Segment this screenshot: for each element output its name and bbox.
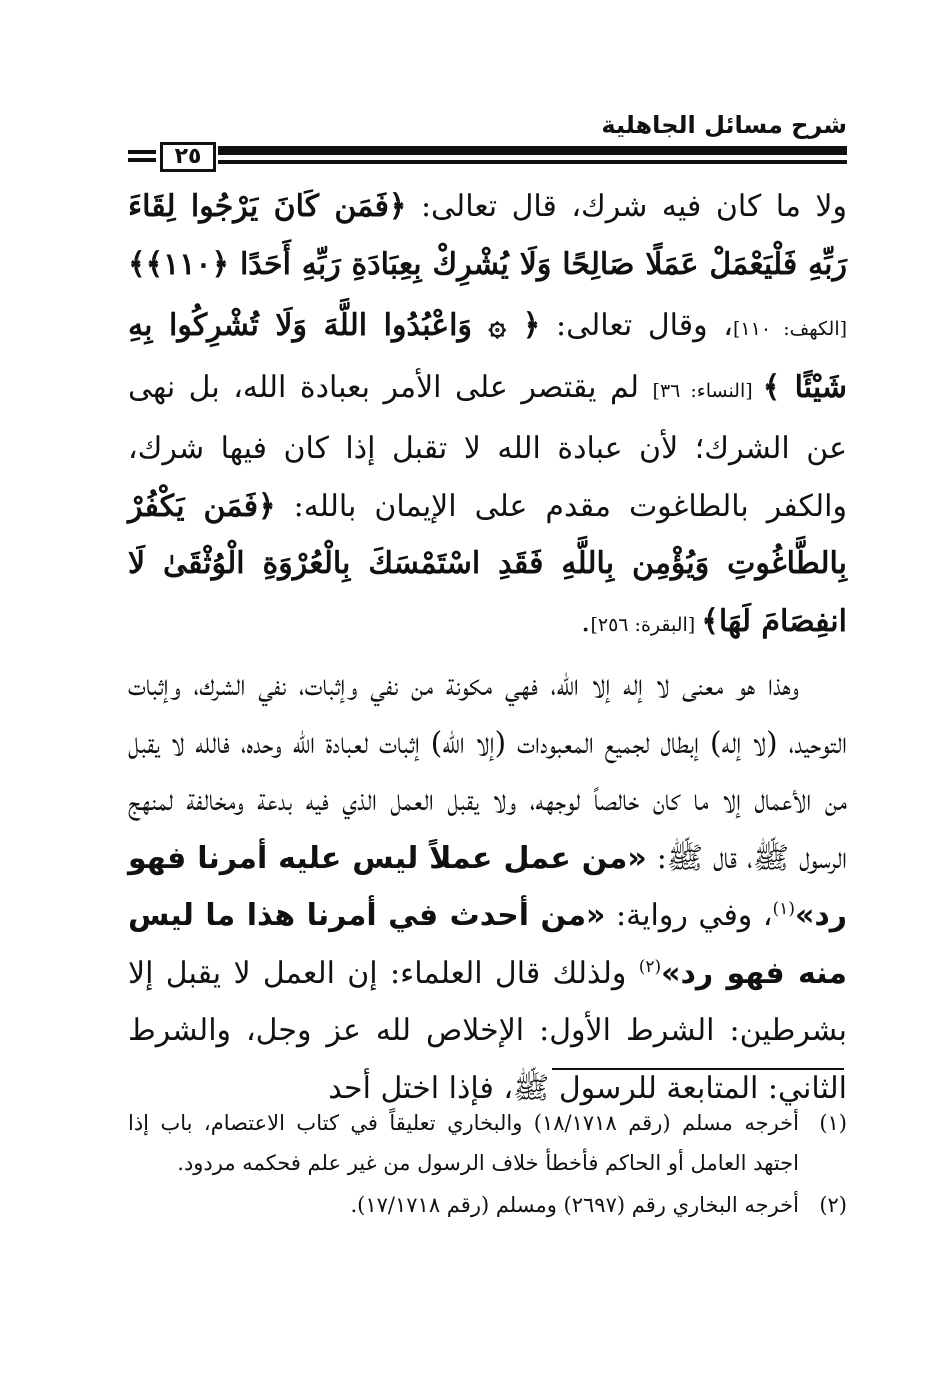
verse-reference: [الكهف: ١١٠] — [732, 318, 848, 340]
footnote-number: (١) — [819, 1111, 847, 1135]
running-title: شرح مسائل الجاهلية — [601, 111, 847, 139]
footnotes — [128, 1103, 847, 1227]
verse-reference: [النساء: ٣٦] — [652, 379, 763, 402]
page-number: ٢٥ — [160, 142, 216, 172]
footnote-text: أخرجه مسلم (رقم ١٨/١٧١٨) والبخاري تعليقاً في كتاب الاعتصام، باب إذا اجتهد العامل أو الحاكم فأخطأ خلاف الرسول من غير علم فحكمه مردود. — [128, 1111, 799, 1175]
footnote-marker-1[interactable]: (١) — [772, 899, 795, 919]
footnote-separator — [552, 1068, 844, 1070]
header-rule — [218, 146, 847, 170]
page-number-ornament — [128, 150, 156, 164]
hadith-quote-1: «من عمل عملاً ليس عليه أمرنا فهو رد» — [128, 840, 847, 933]
verse-reference: [البقرة: ٢٥٦] — [590, 613, 702, 636]
footnote-2 — [128, 1185, 847, 1225]
footnote-marker-2[interactable]: (٢) — [638, 956, 662, 977]
footnote-text: أخرجه البخاري رقم (٢٦٩٧) ومسلم (رقم ١٧/١٧١٨). — [350, 1193, 799, 1217]
quran-verse-kahf: ﴿فَمَن كَانَ يَرْجُوا لِقَاءَ رَبِّهِ فَلْيَعْمَلْ عَمَلًا صَالِحًا وَلَا يُشْرِكْ بِعِبَادَةِ رَبِّهِ أَحَدًا ﴿١١٠﴾﴾ — [128, 189, 847, 282]
footnote-1 — [128, 1103, 847, 1183]
paragraph-1: ولا ما كان فيه شرك، قال تعالى: ﴿فَمَن كَانَ يَرْجُوا لِقَاءَ رَبِّهِ فَلْيَعْمَلْ عَمَلًا صَالِحًا وَلَا يُشْرِكْ بِعِبَادَةِ رَبِّهِ أَحَدًا ﴿١١٠﴾﴾ [الكهف: ١١٠]، وقال تعالى: ﴿ ۞ وَاعْبُدُوا اللَّهَ وَلَا تُشْرِكُوا بِهِ شَيْئًا ﴾ [النساء: ٣٦] لم يقتصر على الأمر بعبادة الله، بل نهى عن الشرك؛ لأن عبادة الله لا تقبل إذا كان فيها شرك، والكفر بالطاغوت مقدم على الإيمان بالله: ﴿فَمَن يَكْفُرْ بِالطَّاغُوتِ وَيُؤْمِن بِاللَّهِ فَقَدِ اسْتَمْسَكَ بِالْعُرْوَةِ الْوُثْقَىٰ لَا انفِصَامَ لَهَا﴾ [البقرة: ٢٥٦]. — [128, 189, 848, 639]
main-text — [128, 178, 847, 1117]
footnote-number: (٢) — [819, 1193, 847, 1217]
quran-verse-baqarah: ﴿فَمَن يَكْفُرْ بِالطَّاغُوتِ وَيُؤْمِن بِاللَّهِ فَقَدِ اسْتَمْسَكَ بِالْعُرْوَةِ الْوُثْقَىٰ لَا انفِصَامَ لَهَا﴾ — [128, 488, 847, 639]
quran-verse-nisa: ﴿ ۞ وَاعْبُدُوا اللَّهَ وَلَا تُشْرِكُوا بِهِ شَيْئًا ﴾ — [128, 308, 848, 405]
hadith-quote-2: «من أحدث في أمرنا هذا ما ليس منه فهو رد» — [128, 898, 847, 991]
paragraph-2: وهذا هو معنى لا إله إلا الله، فهي مكونة من نفي وإثبات، نفي الشرك، وإثبات التوحيد، (لا إله) إبطال لجميع المعبودات (إلا الله) إثبات لعبادة الله وحده، فالله لا يقبل من الأعمال إلا ما كان خالصاً لوجهه، ولا يقبل العمل الذي فيه بدعة ومخالفة لمنهج الرسول ﷺ، قال ﷺ: «من عمل عملاً ليس عليه أمرنا فهو رد»$^{(١)}$، وفي رواية: «من أحدث في أمرنا هذا ما ليس منه فهو رد»$^{(٢)}$ ولذلك قال العلماء: إن العمل لا يقبل إلا بشرطين: الشرط الأول: الإخلاص لله عز وجل، والشرط الثاني: المتابعة للرسول ﷺ، فإذا اختل أحد — [128, 668, 847, 1106]
